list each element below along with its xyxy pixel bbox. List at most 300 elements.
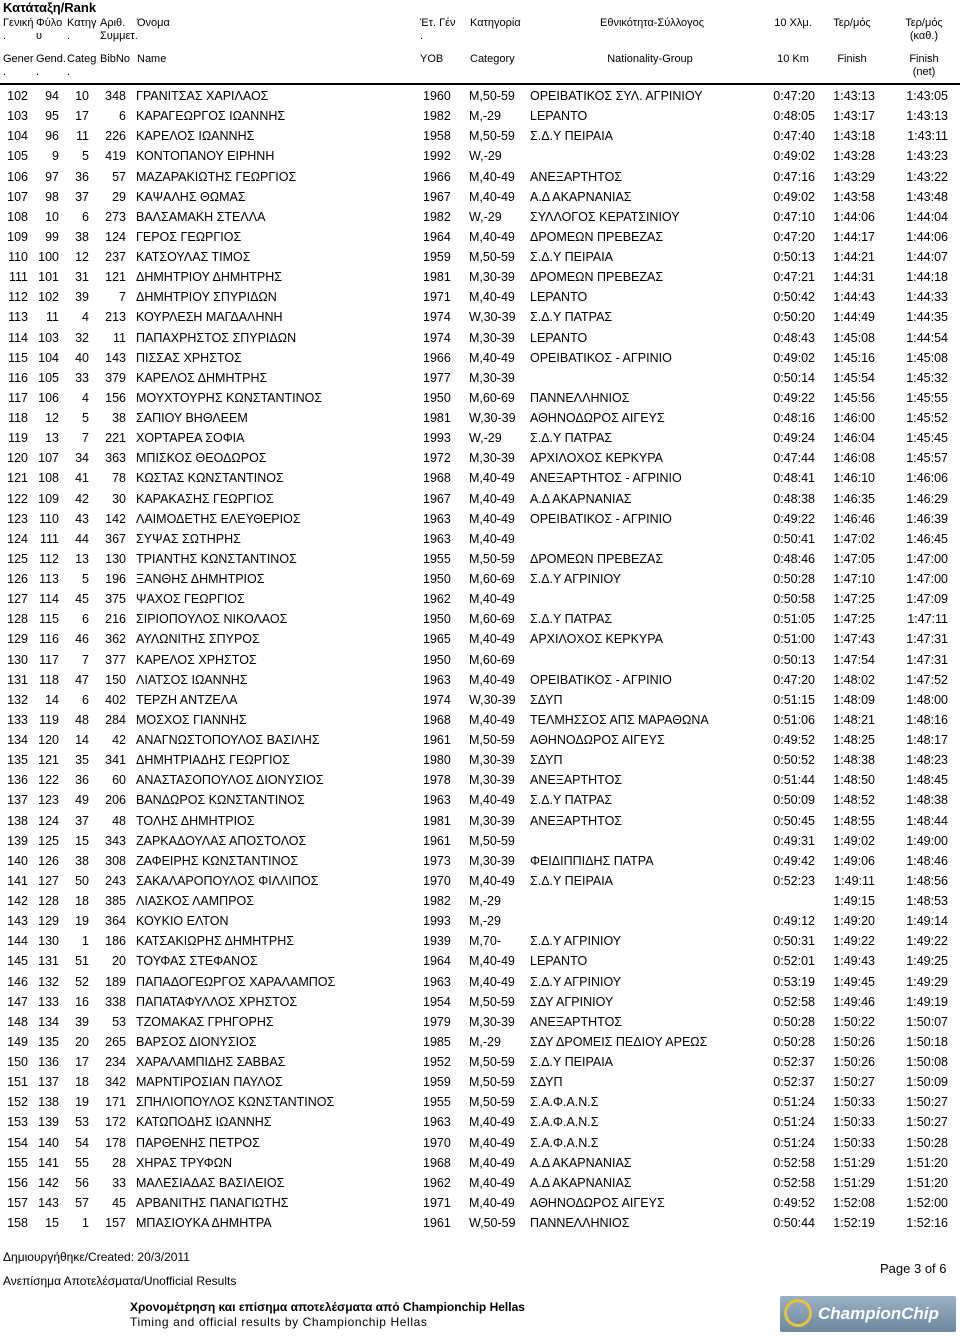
cell-finish-net-time: 1:48:23 <box>906 753 948 768</box>
cell-year-of-birth: 1959 <box>423 250 451 264</box>
cell-club: Σ.Δ.Υ ΠΑΤΡΑΣ <box>530 310 613 325</box>
cell-split-10km: 0:50:14 <box>773 370 815 385</box>
header-gender: . <box>36 66 40 78</box>
cell-year-of-birth: 1974 <box>423 310 451 325</box>
cell-rank-gender: 94 <box>45 89 59 103</box>
table-row <box>0 307 960 327</box>
cell-athlete-name: ΣΑΚΑΛΑΡΟΠΟΥΛΟΣ ΦΙΛΛΙΠΟΣ <box>136 873 319 888</box>
table-row <box>0 86 960 106</box>
cell-bib-number: 38 <box>112 411 126 425</box>
cell-split-10km: 0:51:24 <box>773 1115 815 1130</box>
cell-age-category: M,40-49 <box>469 632 515 647</box>
table-row <box>0 670 960 690</box>
cell-rank-gender: 13 <box>45 431 59 446</box>
table-row <box>0 1193 960 1213</box>
cell-finish-net-time: 1:52:00 <box>906 1195 948 1210</box>
cell-rank-gender: 97 <box>45 169 59 184</box>
cell-finish-net-time: 1:46:29 <box>906 491 948 506</box>
cell-rank-general: 148 <box>7 1014 28 1029</box>
cell-rank-general: 108 <box>7 209 28 224</box>
cell-rank-category: 1 <box>82 934 89 949</box>
championchip-logo <box>780 1296 956 1332</box>
cell-rank-gender: 137 <box>38 1075 59 1090</box>
cell-age-category: M,40-49 <box>469 793 515 808</box>
cell-year-of-birth: 1981 <box>423 813 451 828</box>
cell-split-10km: 0:49:02 <box>773 189 815 204</box>
cell-rank-gender: 140 <box>38 1135 59 1150</box>
cell-rank-category: 5 <box>82 149 89 164</box>
cell-rank-gender: 119 <box>39 712 59 727</box>
cell-finish-net-time: 1:47:00 <box>906 551 948 566</box>
cell-split-10km: 0:50:13 <box>773 250 815 264</box>
cell-year-of-birth: 1978 <box>423 773 451 788</box>
cell-bib-number: 216 <box>105 612 126 627</box>
cell-club: ΣΥΛΛΟΓΟΣ ΚΕΡΑΤΣΙΝΙΟΥ <box>530 209 680 224</box>
cell-split-10km: 0:50:28 <box>773 1034 815 1049</box>
header-finish-net: Τερ/μός <box>905 17 943 29</box>
cell-finish-net-time: 1:48:17 <box>906 733 948 747</box>
table-row <box>0 569 960 589</box>
cell-bib-number: 362 <box>105 632 126 647</box>
header-cat: Category <box>470 53 515 65</box>
cell-athlete-name: ΧΑΡΑΛΑΜΠΙΔΗΣ ΣΑΒΒΑΣ <box>136 1055 286 1069</box>
cell-rank-general: 115 <box>8 350 28 365</box>
cell-year-of-birth: 1964 <box>423 229 451 244</box>
cell-finish-net-time: 1:49:14 <box>906 914 948 929</box>
cell-age-category: M,40-49 <box>469 974 515 989</box>
cell-age-category: M,30-39 <box>469 813 515 828</box>
cell-bib-number: 20 <box>112 954 126 969</box>
cell-rank-general: 137 <box>7 793 28 808</box>
cell-athlete-name: ΠΑΠΑΔΟΓΕΩΡΓΟΣ ΧΑΡΑΛΑΜΠΟΣ <box>136 974 336 989</box>
cell-club: Σ.Δ.Υ ΑΓΡΙΝΙΟΥ <box>530 572 622 586</box>
cell-split-10km: 0:50:20 <box>773 310 815 325</box>
cell-finish-net-time: 1:50:18 <box>906 1034 948 1049</box>
cell-finish-time: 1:43:28 <box>833 149 875 164</box>
cell-rank-gender: 121 <box>38 753 59 768</box>
cell-finish-net-time: 1:43:11 <box>907 129 948 144</box>
cell-athlete-name: ΨΑΧΟΣ ΓΕΩΡΓΙΟΣ <box>136 592 245 607</box>
cell-age-category: M,-29 <box>469 109 501 124</box>
table-row <box>0 267 960 287</box>
cell-bib-number: 124 <box>105 229 126 244</box>
cell-rank-gender: 12 <box>45 411 59 425</box>
cell-rank-category: 6 <box>82 612 89 627</box>
cell-rank-category: 55 <box>75 1155 89 1170</box>
cell-bib-number: 156 <box>105 390 126 405</box>
table-row <box>0 388 960 408</box>
cell-athlete-name: ΓΡΑΝΙΤΣΑΣ ΧΑΡΙΛΑΟΣ <box>136 89 269 103</box>
cell-bib-number: 221 <box>105 431 126 446</box>
cell-finish-time: 1:43:18 <box>833 129 875 144</box>
cell-athlete-name: ΣΥΨΑΣ ΣΩΤΗΡΗΣ <box>136 531 241 546</box>
table-row <box>0 650 960 670</box>
cell-athlete-name: ΚΟΥΡΛΕΣΗ ΜΑΓΔΑΛΗΝΗ <box>136 310 283 325</box>
cell-bib-number: 6 <box>119 109 126 124</box>
cell-split-10km: 0:47:21 <box>773 270 815 285</box>
cell-rank-gender: 142 <box>38 1175 59 1190</box>
cell-athlete-name: ΜΑΛΕΣΙΑΔΑΣ ΒΑΣΙΛΕΙΟΣ <box>136 1175 285 1190</box>
cell-rank-category: 5 <box>82 572 89 586</box>
cell-split-10km: 0:49:02 <box>773 350 815 365</box>
cell-club: ΟΡΕΙΒΑΤΙΚΟΣ ΣΥΛ. ΑΓΡΙΝΙΟΥ <box>530 89 703 103</box>
cell-rank-gender: 105 <box>38 370 59 385</box>
cell-finish-time: 1:45:54 <box>833 370 875 385</box>
cell-split-10km: 0:49:24 <box>773 431 815 446</box>
cell-rank-general: 133 <box>7 712 28 727</box>
table-row <box>0 609 960 629</box>
cell-bib-number: 11 <box>113 330 126 345</box>
cell-year-of-birth: 1963 <box>423 793 451 808</box>
cell-athlete-name: ΚΑΡΕΛΟΣ ΧΡΗΣΤΟΣ <box>136 652 257 667</box>
cell-athlete-name: ΧΗΡΑΣ ΤΡΥΦΩΝ <box>136 1155 233 1170</box>
cell-rank-gender: 115 <box>39 612 59 627</box>
cell-finish-time: 1:46:46 <box>833 511 875 526</box>
cell-club: ΑΘΗΝΟΔΩΡΟΣ ΑΙΓΕΥΣ <box>530 1195 665 1210</box>
cell-rank-category: 13 <box>75 551 89 566</box>
cell-split-10km: 0:48:43 <box>773 330 815 345</box>
cell-finish-net-time: 1:49:25 <box>906 954 948 969</box>
cell-finish-net-time: 1:50:27 <box>906 1115 948 1130</box>
cell-year-of-birth: 1967 <box>423 189 451 204</box>
cell-split-10km: 0:49:31 <box>773 833 815 848</box>
cell-athlete-name: ΣΑΠΙΟΥ ΒΗΘΛΕΕΜ <box>136 411 248 425</box>
cell-age-category: M,50-59 <box>469 733 515 747</box>
cell-athlete-name: ΤΕΡΖΗ ΑΝΤΖΕΛΑ <box>136 692 238 707</box>
cell-finish-time: 1:44:06 <box>833 209 875 224</box>
cell-athlete-name: ΖΑΦΕΙΡΗΣ ΚΩΝΣΤΑΝΤΙΝΟΣ <box>136 853 299 868</box>
cell-age-category: W,-29 <box>469 149 502 164</box>
cell-athlete-name: ΚΟΥΚΙΟ ΕΛΤΟΝ <box>136 914 229 929</box>
cell-age-category: M,30-39 <box>469 451 515 466</box>
cell-rank-category: 38 <box>75 853 89 868</box>
cell-rank-gender: 104 <box>38 350 59 365</box>
cell-split-10km: 0:47:16 <box>773 169 815 184</box>
cell-finish-time: 1:50:33 <box>833 1135 875 1150</box>
cell-club: Α.Δ ΑΚΑΡΝΑΝΙΑΣ <box>530 189 632 204</box>
cell-finish-net-time: 1:50:09 <box>906 1075 948 1090</box>
cell-finish-net-time: 1:43:23 <box>906 149 948 164</box>
cell-split-10km: 0:47:40 <box>773 129 815 144</box>
cell-rank-general: 122 <box>7 491 28 506</box>
cell-finish-time: 1:46:00 <box>833 411 875 425</box>
cell-rank-category: 52 <box>75 974 89 989</box>
cell-year-of-birth: 1981 <box>423 270 451 285</box>
cell-athlete-name: ΤΡΙΑΝΤΗΣ ΚΩΝΣΤΑΝΤΙΝΟΣ <box>136 551 297 566</box>
header-name: Name <box>137 53 167 65</box>
table-row <box>0 1032 960 1052</box>
cell-finish-time: 1:48:02 <box>833 672 875 687</box>
cell-finish-net-time: 1:45:08 <box>906 350 948 365</box>
cell-rank-general: 154 <box>7 1135 28 1150</box>
cell-athlete-name: ΔΗΜΗΤΡΙΑΔΗΣ ΓΕΩΡΓΙΟΣ <box>136 753 290 768</box>
cell-year-of-birth: 1968 <box>423 1155 451 1170</box>
cell-athlete-name: ΛΙΑΣΚΟΣ ΛΑΜΠΡΟΣ <box>136 894 254 908</box>
cell-rank-category: 35 <box>75 753 89 768</box>
cell-rank-category: 34 <box>75 451 89 466</box>
cell-age-category: M,40-49 <box>469 290 515 305</box>
cell-split-10km: 0:48:41 <box>773 471 815 486</box>
cell-club: ΣΔΥ ΑΓΡΙΝΙΟΥ <box>530 994 614 1009</box>
cell-rank-gender: 126 <box>38 853 59 868</box>
cell-finish-net-time: 1:45:55 <box>906 390 948 405</box>
cell-finish-time: 1:49:11 <box>834 873 875 888</box>
cell-rank-general: 103 <box>7 109 28 124</box>
cell-age-category: M,-29 <box>469 914 501 929</box>
cell-year-of-birth: 1967 <box>423 491 451 506</box>
header-general: . <box>3 30 7 42</box>
cell-finish-net-time: 1:48:00 <box>906 692 948 707</box>
cell-year-of-birth: 1966 <box>423 169 451 184</box>
cell-split-10km: 0:49:02 <box>773 149 815 164</box>
cell-club: ΑΘΗΝΟΔΩΡΟΣ ΑΙΓΕΥΣ <box>530 411 665 425</box>
header-finish-net: (καθ.) <box>909 30 939 42</box>
cell-rank-general: 102 <box>7 89 28 103</box>
cell-finish-time: 1:45:56 <box>833 390 875 405</box>
cell-age-category: M,-29 <box>469 894 501 908</box>
results-table <box>0 86 960 1233</box>
timing-credit-english: Timing and official results by Championchip Hellas <box>130 1315 428 1329</box>
cell-finish-net-time: 1:50:07 <box>906 1014 948 1029</box>
cell-athlete-name: ΚΟΝΤΟΠΑΝΟΥ ΕΙΡΗΝΗ <box>136 149 275 164</box>
cell-rank-general: 150 <box>7 1055 28 1069</box>
cell-rank-category: 20 <box>75 1034 89 1049</box>
cell-club: ΤΕΛΜΗΣΣΟΣ ΑΠΣ ΜΑΡΑΘΩΝΑ <box>530 712 709 727</box>
cell-split-10km: 0:48:05 <box>773 109 815 124</box>
cell-club: ΣΔΥΠ <box>530 692 563 707</box>
cell-age-category: M,50-59 <box>469 551 515 566</box>
cell-year-of-birth: 1977 <box>423 370 451 385</box>
cell-age-category: M,50-59 <box>469 1055 515 1069</box>
cell-rank-gender: 123 <box>38 793 59 808</box>
cell-year-of-birth: 1971 <box>423 1195 451 1210</box>
cell-age-category: W,50-59 <box>469 1216 516 1230</box>
cell-club: ΟΡΕΙΒΑΤΙΚΟΣ - ΑΓΡΙΝΙΟ <box>530 350 672 365</box>
cell-finish-net-time: 1:49:22 <box>906 934 948 949</box>
cell-rank-gender: 107 <box>38 451 59 466</box>
cell-finish-net-time: 1:48:38 <box>906 793 948 808</box>
cell-rank-category: 10 <box>75 89 89 103</box>
cell-split-10km: 0:50:28 <box>773 1014 815 1029</box>
cell-rank-gender: 134 <box>38 1014 59 1029</box>
cell-athlete-name: ΚΑΡΕΛΟΣ ΔΗΜΗΤΡΗΣ <box>136 370 268 385</box>
cell-bib-number: 377 <box>105 652 126 667</box>
cell-year-of-birth: 1974 <box>423 692 451 707</box>
cell-rank-general: 157 <box>7 1195 28 1210</box>
cell-year-of-birth: 1966 <box>423 350 451 365</box>
table-row <box>0 992 960 1012</box>
cell-rank-category: 18 <box>75 1075 89 1090</box>
cell-rank-gender: 112 <box>39 551 59 566</box>
cell-rank-general: 145 <box>7 954 28 969</box>
cell-finish-net-time: 1:51:20 <box>906 1175 948 1190</box>
cell-age-category: M,40-49 <box>469 954 515 969</box>
cell-split-10km: 0:50:41 <box>773 531 815 546</box>
cell-rank-gender: 130 <box>38 934 59 949</box>
cell-rank-category: 48 <box>75 712 89 727</box>
header-gender: υ <box>36 30 43 42</box>
cell-rank-gender: 125 <box>38 833 59 848</box>
cell-finish-net-time: 1:44:06 <box>906 229 948 244</box>
cell-split-10km: 0:47:44 <box>773 451 815 466</box>
cell-athlete-name: ΑΝΑΣΤΑΣΟΠΟΥΛΟΣ ΔΙΟΝΥΣΙΟΣ <box>136 773 324 788</box>
cell-finish-net-time: 1:44:04 <box>906 209 948 224</box>
cell-club: Σ.Δ.Υ ΠΑΤΡΑΣ <box>530 612 613 627</box>
cell-age-category: M,70- <box>469 934 501 949</box>
cell-rank-gender: 111 <box>39 531 59 546</box>
cell-athlete-name: ΓΕΡΟΣ ΓΕΩΡΓΙΟΣ <box>136 229 242 244</box>
cell-club: LEPANTO <box>530 109 588 124</box>
cell-split-10km: 0:50:28 <box>773 572 815 586</box>
cell-rank-gender: 128 <box>38 894 59 908</box>
cell-year-of-birth: 1971 <box>423 290 451 305</box>
cell-finish-time: 1:48:09 <box>833 692 875 707</box>
cell-club: ΠΑΝΝΕΛΛΗΝΙΟΣ <box>530 390 630 405</box>
cell-athlete-name: ΜΟΣΧΟΣ ΓΙΑΝΝΗΣ <box>136 712 247 727</box>
table-row <box>0 106 960 126</box>
cell-bib-number: 157 <box>105 1216 126 1230</box>
cell-finish-net-time: 1:45:57 <box>906 451 948 466</box>
cell-club: ΦΕΙΔΙΠΠΙΔΗΣ ΠΑΤΡΑ <box>530 853 654 868</box>
cell-finish-net-time: 1:47:31 <box>906 632 948 647</box>
cell-split-10km: 0:47:20 <box>773 89 815 103</box>
cell-finish-net-time: 1:46:06 <box>906 471 948 486</box>
cell-finish-net-time: 1:48:44 <box>906 813 948 828</box>
cell-athlete-name: ΒΑΛΣΑΜΑΚΗ ΣΤΕΛΛΑ <box>136 209 266 224</box>
cell-year-of-birth: 1952 <box>423 1055 451 1069</box>
cell-finish-net-time: 1:48:56 <box>906 873 948 888</box>
cell-bib-number: 53 <box>112 1014 126 1029</box>
cell-rank-gender: 110 <box>39 511 59 526</box>
cell-finish-time: 1:52:08 <box>833 1195 875 1210</box>
cell-finish-net-time: 1:50:27 <box>906 1095 948 1110</box>
cell-bib-number: 171 <box>105 1095 126 1110</box>
cell-finish-net-time: 1:48:45 <box>906 773 948 788</box>
cell-split-10km: 0:50:44 <box>773 1216 815 1230</box>
cell-split-10km: 0:52:58 <box>773 994 815 1009</box>
table-row <box>0 1213 960 1233</box>
cell-club: Σ.Δ.Υ ΠΑΤΡΑΣ <box>530 431 613 446</box>
cell-bib-number: 121 <box>105 270 126 285</box>
cell-rank-gender: 117 <box>39 652 59 667</box>
table-row <box>0 790 960 810</box>
cell-split-10km: 0:52:23 <box>773 873 815 888</box>
cell-split-10km: 0:49:22 <box>773 511 815 526</box>
cell-rank-general: 112 <box>8 290 28 305</box>
cell-rank-gender: 98 <box>45 189 59 204</box>
cell-rank-general: 143 <box>7 914 28 929</box>
page-title: Κατάταξη/Rank <box>3 0 97 15</box>
cell-year-of-birth: 1958 <box>423 129 451 144</box>
cell-club: Α.Δ ΑΚΑΡΝΑΝΙΑΣ <box>530 1155 632 1170</box>
cell-finish-net-time: 1:49:19 <box>906 994 948 1009</box>
table-row <box>0 710 960 730</box>
cell-age-category: M,40-49 <box>469 229 515 244</box>
cell-bib-number: 206 <box>105 793 126 808</box>
cell-finish-net-time: 1:43:48 <box>906 189 948 204</box>
table-row <box>0 1173 960 1193</box>
cell-athlete-name: ΚΑΡΑΓΕΩΡΓΟΣ ΙΩΑΝΝΗΣ <box>136 109 286 124</box>
cell-finish-time: 1:49:22 <box>833 934 875 949</box>
cell-club: Σ.Δ.Υ ΑΓΡΙΝΙΟΥ <box>530 934 622 949</box>
cell-rank-general: 139 <box>7 833 28 848</box>
cell-bib-number: 29 <box>112 189 126 204</box>
created-date: Δημιουργήθηκε/Created: 20/3/2011 <box>3 1250 190 1264</box>
cell-bib-number: 379 <box>105 370 126 385</box>
cell-bib-number: 273 <box>105 209 126 224</box>
cell-rank-general: 116 <box>8 370 28 385</box>
cell-rank-general: 107 <box>7 189 28 204</box>
header-yob: YOB <box>420 53 444 65</box>
cell-finish-time: 1:48:55 <box>833 813 875 828</box>
cell-finish-net-time: 1:49:00 <box>906 833 948 848</box>
cell-bib-number: 30 <box>112 491 126 506</box>
cell-bib-number: 338 <box>105 994 126 1009</box>
cell-rank-general: 158 <box>7 1216 28 1230</box>
header-finish-net: Finish <box>909 53 939 65</box>
cell-year-of-birth: 1955 <box>423 551 451 566</box>
cell-split-10km: 0:51:05 <box>773 612 815 627</box>
logo-text: ChampionChip <box>818 1304 939 1323</box>
cell-year-of-birth: 1963 <box>423 511 451 526</box>
cell-year-of-birth: 1959 <box>423 1075 451 1090</box>
cell-finish-time: 1:46:10 <box>833 471 875 486</box>
cell-finish-net-time: 1:47:11 <box>907 612 948 627</box>
cell-split-10km: 0:47:10 <box>773 209 815 224</box>
cell-rank-general: 123 <box>7 511 28 526</box>
cell-finish-time: 1:50:26 <box>833 1055 875 1069</box>
header-cat: Κατηγορία <box>470 17 521 29</box>
cell-rank-category: 46 <box>75 632 89 647</box>
header-gender: Gend. <box>36 53 66 65</box>
cell-year-of-birth: 1955 <box>423 1095 451 1110</box>
cell-finish-time: 1:50:33 <box>833 1095 875 1110</box>
cell-age-category: M,30-39 <box>469 853 515 868</box>
table-row <box>0 247 960 267</box>
cell-age-category: M,40-49 <box>469 1175 515 1190</box>
cell-rank-gender: 122 <box>38 773 59 788</box>
cell-rank-gender: 113 <box>39 572 59 586</box>
cell-rank-category: 47 <box>75 672 89 687</box>
cell-bib-number: 213 <box>105 310 126 325</box>
header-name: Όνομα <box>137 17 170 29</box>
cell-split-10km: 0:49:12 <box>773 914 815 929</box>
table-row <box>0 770 960 790</box>
cell-year-of-birth: 1970 <box>423 1135 451 1150</box>
cell-bib-number: 226 <box>105 129 126 144</box>
cell-rank-category: 39 <box>75 1014 89 1029</box>
header-nat: Εθνικότητα-Σύλλογος <box>600 17 705 29</box>
cell-club: Σ.Δ.Υ ΑΓΡΙΝΙΟΥ <box>530 974 622 989</box>
cell-club: Σ.Α.Φ.Α.Ν.Σ <box>530 1135 599 1150</box>
cell-age-category: M,40-49 <box>469 1195 515 1210</box>
cell-bib-number: 308 <box>105 853 126 868</box>
cell-year-of-birth: 1961 <box>423 833 451 848</box>
cell-finish-time: 1:47:05 <box>833 551 875 566</box>
cell-finish-net-time: 1:48:16 <box>906 712 948 727</box>
cell-rank-general: 106 <box>7 169 28 184</box>
cell-bib-number: 48 <box>112 813 126 828</box>
cell-split-10km: 0:49:52 <box>773 733 815 747</box>
table-row <box>0 1052 960 1072</box>
cell-year-of-birth: 1960 <box>423 89 451 103</box>
cell-club: ΑΡΧΙΛΟΧΟΣ ΚΕΡΚΥΡΑ <box>530 451 663 466</box>
cell-split-10km: 0:47:20 <box>773 229 815 244</box>
cell-finish-time: 1:46:04 <box>833 431 875 446</box>
cell-bib-number: 375 <box>105 592 126 607</box>
cell-year-of-birth: 1980 <box>423 753 451 768</box>
cell-finish-net-time: 1:47:31 <box>906 652 948 667</box>
